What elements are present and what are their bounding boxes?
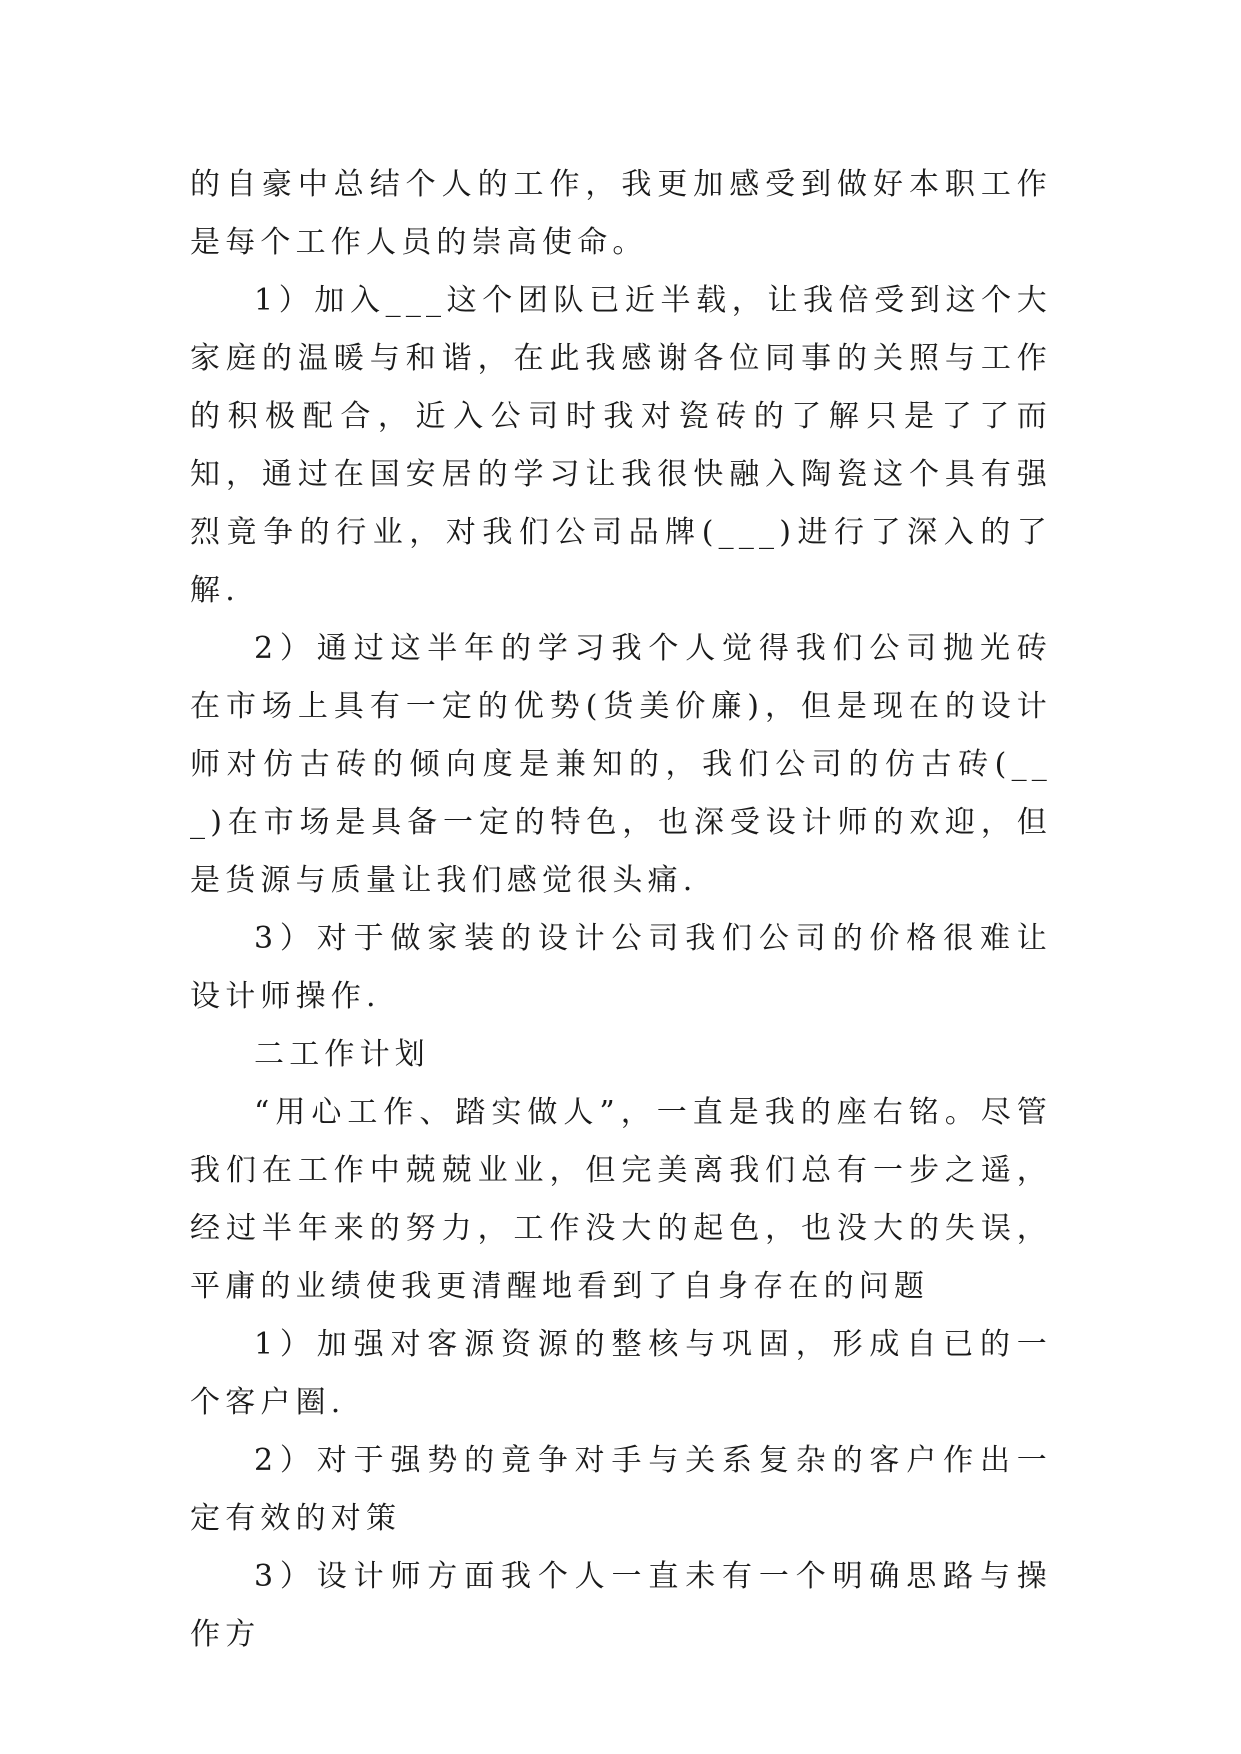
plan-item-1: 1）加强对客源资源的整核与巩固，形成自已的一个客户圈. bbox=[190, 1327, 1052, 1420]
paragraph-continuation: 的自豪中总结个人的工作，我更加感受到做好本职工作是每个工作人员的崇高使命。 bbox=[190, 167, 1052, 260]
paragraph-motto: “用心工作、踏实做人”，一直是我的座右铭。尽管我们在工作中兢兢业业，但完美离我们总有一步之遥，经过半年来的努力，工作没大的起色，也没大的失误，平庸的业绩使我更清醒地看到了自身存在的问题 bbox=[190, 1095, 1052, 1304]
plan-item-3: 3）设计师方面我个人一直未有一个明确思路与操作方 bbox=[190, 1559, 1052, 1652]
section-heading-work-plan: 二工作计划 bbox=[254, 1037, 430, 1072]
paragraph-item-3: 3）对于做家装的设计公司我们公司的价格很难让设计师操作. bbox=[190, 921, 1052, 1014]
plan-item-2: 2）对于强势的竟争对手与关系复杂的客户作出一定有效的对策 bbox=[190, 1443, 1052, 1536]
paragraph-item-1: 1）加入___这个团队已近半载，让我倍受到这个大家庭的温暖与和谐，在此我感谢各位同事的关照与工作的积极配合，近入公司时我对瓷砖的了解只是了了而知，通过在国安居的学习让我很快融入陶瓷这个具有强烈竟争的行业，对我们公司品牌(___)进行了深入的了解. bbox=[190, 283, 1052, 608]
document-body bbox=[190, 156, 1052, 1664]
paragraph-item-2: 2）通过这半年的学习我个人觉得我们公司抛光砖在市场上具有一定的优势(货美价廉)，但是现在的设计师对仿古砖的倾向度是兼知的，我们公司的仿古砖(___)在市场是具备一定的特色，也深受设计师的欢迎，但是货源与质量让我们感觉很头痛. bbox=[190, 631, 1052, 898]
